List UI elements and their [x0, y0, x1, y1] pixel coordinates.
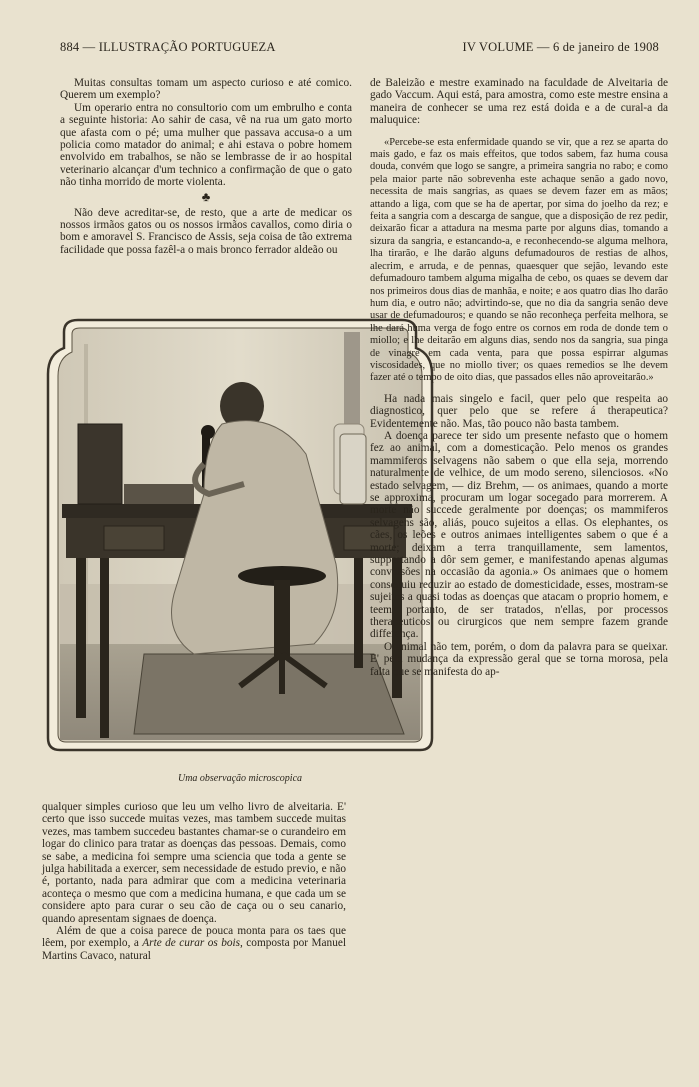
paragraph: O animal não tem, porém, o dom da palavra para se queixar. E' pela mudança da expressão geral que se torna morosa, pela falta que se manifesta do ap- [370, 640, 668, 678]
header-title: 884 — ILLUSTRAÇÃO PORTUGUEZA [60, 40, 276, 54]
paragraph: de Baleizão e mestre examinado na faculdade de Alveitaria de gado Vaccum. Aqui está, para amostra, como este mestre ensina a maneira de conhecer se uma rez está doida e a de cural-a da maluquice: [370, 77, 668, 127]
right-column [370, 77, 668, 678]
quoted-passage: «Percebe-se esta enfermidade quando se vir, que a rez se aparta do mais gado, e faz os mais effeitos, que todos sabem, faz huma cousa douda, convém que logo se sangre, a primeira sangria no rabo; e como pela maior parte não sobrevenha este achaque senão a gado novo, necessita de mais sangrias, as quaes se devem fazer em as mãos; attando a liga, com que se ha de apertar, por sima do joelho da rez; e feita a sangria com a descarga de sangue, que a disposição de rez pedir, deixarão ficar a attadura na mesma parte por alguns dias, tomando a sizura da sangria, e estancando-a, e reconhecendo-se alguma melhora, lha tirarão, e lhe darão alguns defumadouros de restias de alhos, alecrim, e arruda, e de pennas, quaesquer que sejão, levando este defumadouro tambem alguma migalha de cebo, os quaes se devem dar nos primeiros dous dias de manhãa, e noite; e aos quatro dias lho darão hum dia, e outro não; advirtindo-se, que no dia da sangria senão deve usar de defumadouros; e quando se não reconheça perfeita melhora, se lhe dará huma verga de fogo entre os cornos em roda de donde tem o miollo; e lhe deitarão em alguns dias, sendo nos da sangria, sua pinga de vinagre em cada venta, para que possa espirrar algumas viscosidades, que no miollo tiver; os quaes remedios se lhe devem fazer até o tempo de oito dias, que passados elles não aproveitarão.» [370, 136, 668, 384]
text-run: Além de que a coisa parece de pouca monta para os taes que lêem, por exemplo, a [42, 925, 346, 950]
paragraph: Um operario entra no consultorio com um embrulho e conta a seguinte historia: Ao sahir de casa, vê na rua um gato morto que afasta com o pé; uma mulher que passava accusa-o a um policia como matador do animal; e ahi estava o pobre homem envolvido em trabalhos, se não se lembrasse de ir ao hospital veterinario alcançar d'um technico a confirmação de que o gato não tinha morrido de morte violenta. [60, 101, 352, 189]
book-title: Arte de curar os bois, [142, 937, 243, 950]
paragraph: A doença parece ter sido um presente nefasto que o homem fez ao animal, com a domesticação. Pelo menos os grandes mammiferos selvagens não sabem o que ella seja, morrendo naturalmente de velhice, de um modo sereno, silenciosos. «No estado selvagem, — diz Brehm, — os animaes, quando a morte se approxima, procuram um logar socegado para morrerem. A morte não succede geralmente por doenças; os mammiferos selvagens são, aliás, pouco sujeitos a ellas. Os elephantes, os cães, os leões e outros animaes intelligentes sabem o que é a morte; deixam a terra tranquillamente, sem lamentos, supportando a dôr sem gemer, e manifestando apenas algumas convulsões na occasião da agonia.» Os animaes que o homem conseguiu reduzir ao estado de domesticidade, esses, mostram-se sujeitos a quasi todas as doenças que atacam o proprio homem, e teem, portanto, de ser tratados, n'ellas, por processos therapeuticos ou cirurgicos que nem sempre fazem grande differença. [370, 429, 668, 641]
text-run: composta por Manuel Martins Cavaco, natural [42, 937, 346, 962]
left-column-top [60, 77, 352, 256]
page-header [60, 40, 659, 58]
left-column-bottom [42, 801, 346, 962]
paragraph: qualquer simples curioso que leu um velho livro de alveitaria. E' certo que isso succede muitas vezes, mas tambem succede muitas vezes, mas tambem succedeu bastantes chamar-se o curandeiro em logar do clinico para tratar as doenças das pessoas. Demais, como se sabe, a medicina foi sempre uma sciencia que toda a gente se julga habilitada a exercer, sem necessidade de estudo previo, e não é, portanto, nada para admirar que com a medicina veterinaria aconteça o mesmo que com a medicina humana, e que cada um se considere apto para curar o seu cão de caça ou o seu canario, quando apresentam signaes de doença. [42, 801, 346, 925]
paragraph: Muitas consultas tomam um aspecto curioso e até comico. Querem um exemplo? [60, 77, 352, 102]
paragraph [42, 925, 346, 962]
header-issue-date: IV VOLUME — 6 de janeiro de 1908 [462, 40, 659, 54]
club-ornament-icon: ♣ [201, 188, 211, 204]
photo-caption: Uma observação microscopica [177, 773, 303, 784]
paragraph: Ha nada mais singelo e facil, quer pelo que respeita ao diagnostico, quer pelo que se refere á therapeutica? Evidentemente não. Mas, tão pouco não basta tambem. [370, 392, 668, 430]
paragraph: Não deve acreditar-se, de resto, que a arte de medicar os nossos irmãos gatos ou os nossos irmãos cavallos, como diria o bom e amoravel S. Francisco de Assis, seja coisa de tão extrema facilidade que possa fazêl-a o mais bronco ferrador aldeão ou [60, 206, 352, 256]
